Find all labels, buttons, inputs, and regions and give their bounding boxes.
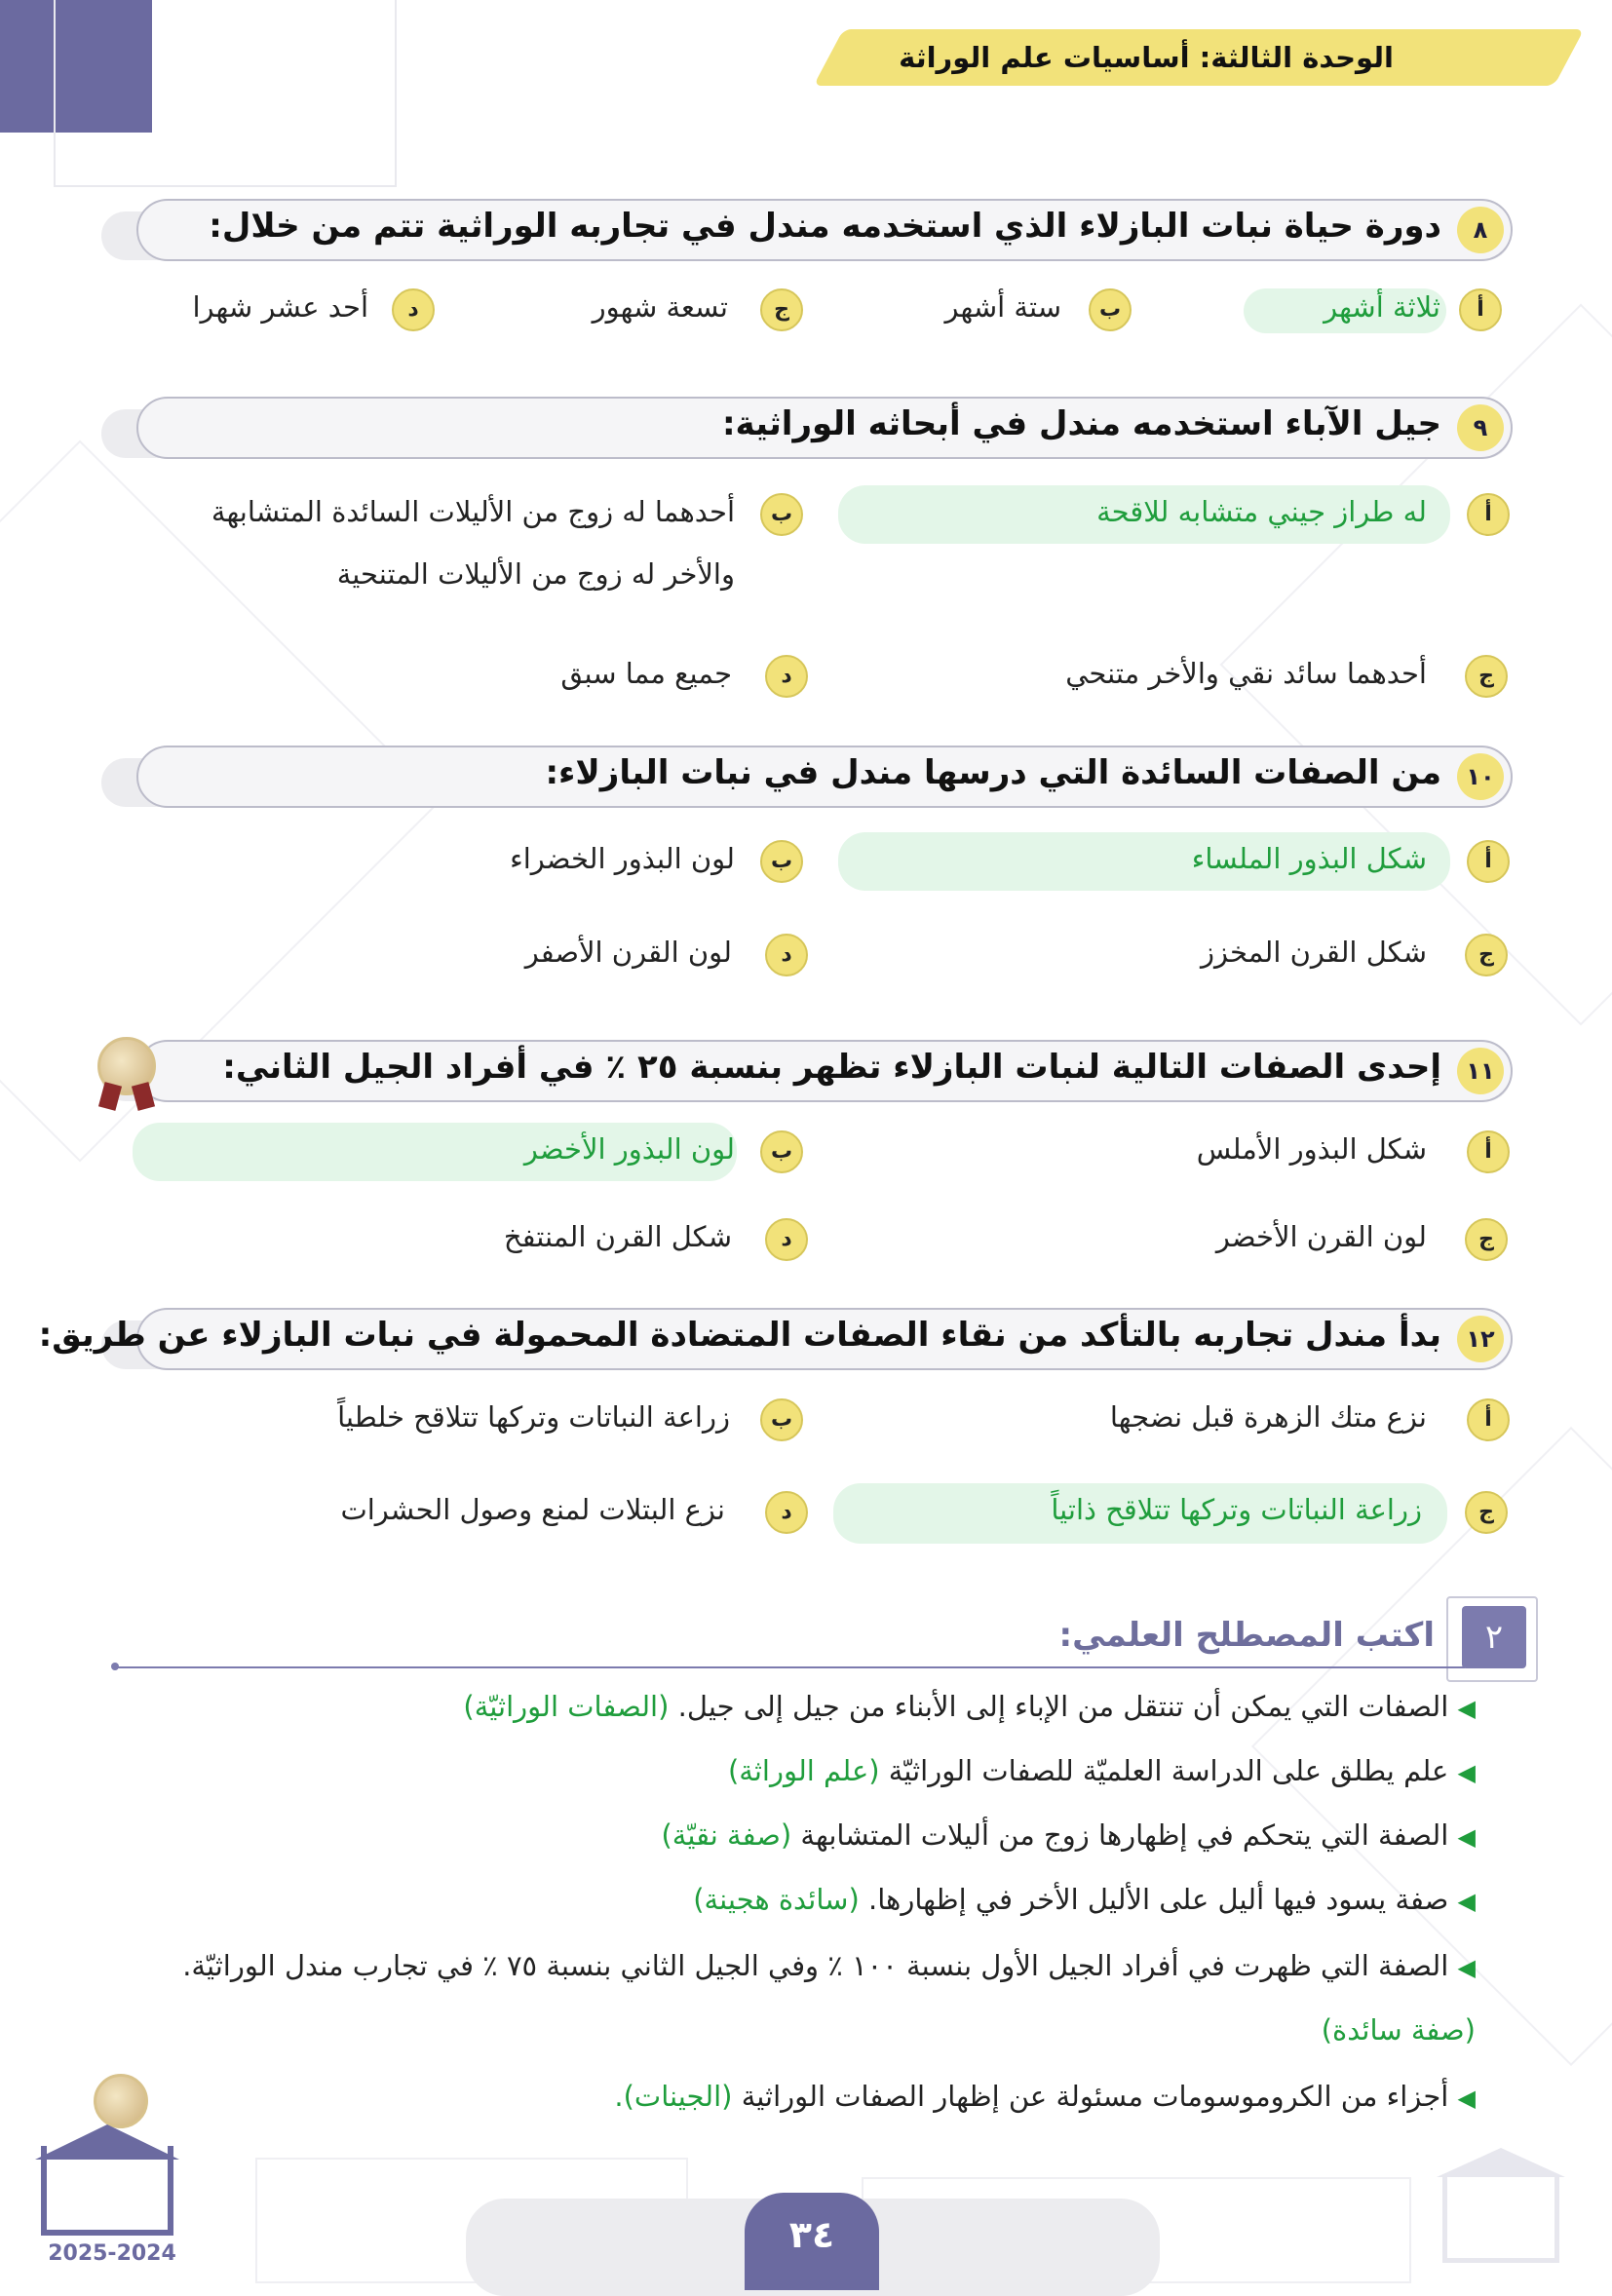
arrow-bullet-icon: ◀ [1457,1759,1476,1786]
option-letter[interactable]: د [765,1491,808,1534]
page-number: ٣٤ [745,2193,879,2290]
logo-watermark-roof-icon [1437,2148,1565,2177]
option-letter[interactable]: ب [760,840,803,883]
term-answer: (الجينات). [614,2080,733,2113]
arrow-bullet-icon: ◀ [1457,1888,1476,1915]
option-c[interactable]: لون القرن الأخضر [1215,1220,1427,1253]
term-answer: (علم الوراثة) [727,1754,880,1787]
term-answer: (سائدة هجينة) [693,1883,860,1916]
section-divider [115,1666,1465,1668]
term-item: ◀ الصفة التي يتحكم في إظهارها زوج من أليلات المتشابهة (صفة نقيّة) [661,1818,1476,1852]
section-divider-dot [111,1663,119,1670]
corner-frame-line [54,0,56,185]
option-d[interactable]: جميع مما سبق [560,657,732,690]
logo-icon [41,2146,173,2236]
option-c[interactable]: شكل القرن المخزز [1201,936,1427,969]
option-d[interactable]: شكل القرن المنتفخ [503,1220,732,1253]
option-a[interactable]: له طراز جيني متشابه للاقحة [1096,495,1427,528]
term-item: ◀ صفة يسود فيها أليل على الأليل الأخر في إظهارها. (سائدة هجينة) [693,1883,1476,1916]
term-item: ◀ أجزاء من الكروموسومات مسئولة عن إظهار الصفات الوراثية (الجينات). [614,2080,1476,2113]
question-text: إحدى الصفات التالية لنبات البازلاء تظهر بنسبة ٢٥ ٪ في أفراد الجيل الثاني: [222,1048,1441,1087]
question-number: ١٢ [1457,1316,1504,1362]
option-letter[interactable]: د [765,655,808,698]
question-number: ٩ [1457,404,1504,451]
section-title: اكتب المصطلح العلمي: [1058,1616,1435,1655]
term-item: ◀ الصفات التي يمكن أن تنتقل من الإباء إلى الأبناء من جيل إلى جيل. (الصفات الوراثيّة) [463,1690,1476,1723]
option-d[interactable]: نزع البتلات لمنع وصول الحشرات [340,1493,725,1526]
corner-frame [54,0,397,187]
question-text: جيل الآباء استخدمه مندل في أبحاثه الوراثية: [721,404,1441,443]
option-a[interactable]: شكل البذور الأملس [1196,1132,1427,1166]
option-letter[interactable]: أ [1459,288,1502,331]
term-answer: (صفة سائدة) [1321,2013,1476,2047]
option-c[interactable]: أحدهما سائد نقي والأخر متنحي [1065,657,1427,690]
unit-title: الوحدة الثالثة: أساسيات علم الوراثة [899,41,1394,74]
option-letter[interactable]: ب [760,1398,803,1441]
question-text: بدأ مندل تجاربه بالتأكد من نقاء الصفات المتضادة المحمولة في نبات البازلاء عن طريق: [38,1316,1441,1355]
option-b[interactable]: زراعة النباتات وتركها تتلاقح خلطياً [337,1400,730,1434]
question-number: ١٠ [1457,753,1504,800]
option-b[interactable]: لون البذور الأخضر [523,1132,735,1166]
option-b[interactable]: ستة أشهر [944,290,1061,324]
option-letter[interactable]: ب [760,1130,803,1173]
option-letter[interactable]: د [765,1218,808,1261]
term-item-continued [1322,2013,1476,2047]
option-b[interactable]: لون البذور الخضراء [510,842,735,875]
section-number: ٢ [1462,1606,1526,1668]
logo-years: 2025-2024 [48,2241,176,2266]
option-letter[interactable]: ج [1465,934,1508,976]
arrow-bullet-icon: ◀ [1457,2085,1476,2112]
logo-watermark-icon [1442,2175,1559,2263]
option-d[interactable]: لون القرن الأصفر [524,936,732,969]
arrow-bullet-icon: ◀ [1457,1695,1476,1722]
option-letter[interactable]: ج [1465,655,1508,698]
option-a[interactable]: ثلاثة أشهر [1324,290,1440,324]
option-letter[interactable]: ج [760,288,803,331]
option-letter[interactable]: ب [760,493,803,536]
option-d[interactable]: أحد عشر شهرا [192,290,368,324]
option-letter[interactable]: ج [1465,1491,1508,1534]
arrow-bullet-icon: ◀ [1457,1823,1476,1851]
option-letter[interactable]: أ [1467,840,1510,883]
option-b-line2[interactable]: والأخر له زوج من الأليلات المتنحية [336,557,735,591]
option-letter[interactable]: ج [1465,1218,1508,1261]
option-a[interactable]: نزع متك الزهرة قبل نضجها [1109,1400,1427,1434]
term-item: ◀ علم يطلق على الدراسة العلميّة للصفات الوراثيّة (علم الوراثة) [727,1754,1476,1787]
option-letter[interactable]: أ [1467,1398,1510,1441]
question-text: من الصفات السائدة التي درسها مندل في نبات البازلاء: [545,753,1441,792]
medal-icon [94,2074,148,2128]
question-number: ١١ [1457,1048,1504,1094]
option-letter[interactable]: أ [1467,493,1510,536]
term-item: ◀ الصفة التي ظهرت في أفراد الجيل الأول بنسبة ١٠٠ ٪ وفي الجيل الثاني بنسبة ٧٥ ٪ في تجارب مندل الوراثيّة. [182,1949,1476,1982]
term-answer: (صفة نقيّة) [661,1818,792,1852]
arrow-bullet-icon: ◀ [1457,1954,1476,1981]
question-number: ٨ [1457,207,1504,253]
option-letter[interactable]: ب [1089,288,1132,331]
option-letter[interactable]: د [765,934,808,976]
term-answer: (الصفات الوراثيّة) [463,1690,670,1723]
option-b[interactable]: أحدهما له زوج من الأليلات السائدة المتشابهة [211,495,735,528]
question-text: دورة حياة نبات البازلاء الذي استخدمه مندل في تجاربه الوراثية تتم من خلال: [209,207,1441,246]
option-c[interactable]: تسعة شهور [592,290,728,324]
option-a[interactable]: شكل البذور الملساء [1191,842,1427,875]
option-c[interactable]: زراعة النباتات وتركها تتلاقح ذاتياً [1051,1493,1422,1526]
option-letter[interactable]: د [392,288,435,331]
option-letter[interactable]: أ [1467,1130,1510,1173]
